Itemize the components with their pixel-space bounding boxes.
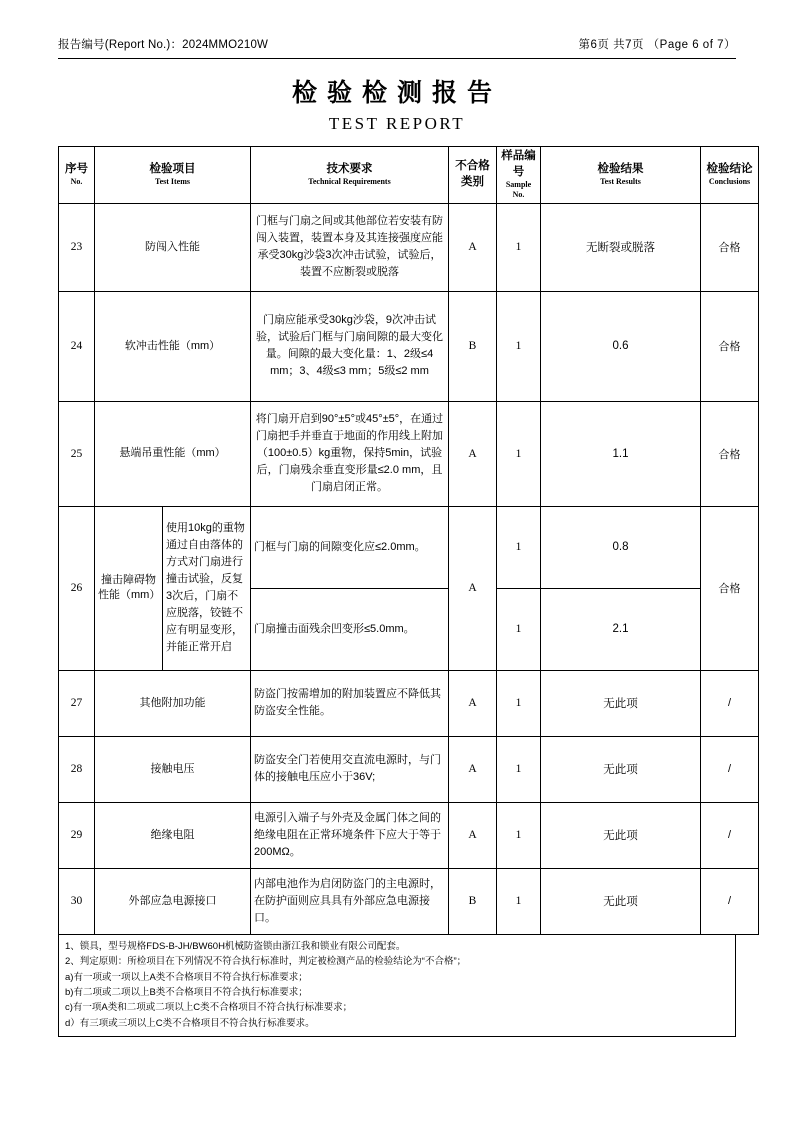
cell-no: 25	[59, 401, 95, 506]
note-line: b)有二项或二项以上B类不合格项目不符合执行标准要求；	[65, 986, 308, 998]
cell-sample: 1	[497, 506, 541, 588]
cell-item: 其他附加功能	[95, 670, 251, 736]
col-header-conclusion: 检验结论 Conclusions	[701, 147, 759, 204]
cell-requirement: 防盗门按需增加的附加装置应不降低其防盗安全性能。	[251, 670, 449, 736]
cell-result: 0.6	[541, 291, 701, 401]
cell-class: B	[449, 868, 497, 934]
cell-result: 无此项	[541, 868, 701, 934]
note-line: c)有一项A类和二项或二项以上C类不合格项目不符合执行标准要求；	[65, 1002, 353, 1014]
notes-block	[58, 935, 736, 1037]
cell-sample: 1	[497, 291, 541, 401]
cell-sample: 1	[497, 670, 541, 736]
note-line: d）有三项或三项以上C类不合格项目不符合执行标准要求。	[65, 1017, 315, 1029]
page-title-cn: 检验检测报告	[291, 78, 502, 107]
cell-sample: 1	[497, 868, 541, 934]
page-indicator: 第6页 共7页 （Page 6 of 7）	[578, 39, 736, 51]
note-line: a)有一项或一项以上A类不合格项目不符合执行标准要求；	[65, 971, 308, 983]
cell-item: 绝缘电阻	[95, 802, 251, 868]
cell-no: 24	[59, 291, 95, 401]
table-row	[59, 802, 759, 868]
test-results-table	[58, 146, 759, 935]
page-title-en: TEST REPORT	[328, 114, 466, 133]
cell-sample: 1	[497, 203, 541, 291]
cell-requirement: 内部电池作为启闭防盗门的主电源时，在防护面则应具具有外部应急电源接口。	[251, 868, 449, 934]
cell-requirement: 将门扇开启到90°±5°或45°±5°，在通过门扇把手并垂直于地面的作用线上附加（100±0.5）kg重物，保持5min，试验后，门扇残余垂直变形量≤2.0 mm，且门扇启闭正常。	[251, 401, 449, 506]
cell-requirement-sub: 门扇撞击面残余凹变形≤5.0mm。	[251, 588, 449, 670]
cell-sample: 1	[497, 736, 541, 802]
cell-result: 无此项	[541, 670, 701, 736]
col-header-no: 序号 No.	[59, 147, 95, 204]
table-row	[59, 291, 759, 401]
cell-requirement: 门框与门扇之间或其他部位若安装有防闯入装置，装置本身及其连接强度应能承受30kg沙袋3次冲击试验，试验后，装置不应断裂或脱落	[251, 203, 449, 291]
cell-item: 接触电压	[95, 736, 251, 802]
cell-no: 29	[59, 802, 95, 868]
cell-class: A	[449, 401, 497, 506]
cell-result: 2.1	[541, 588, 701, 670]
cell-result: 无此项	[541, 802, 701, 868]
cell-sample: 1	[497, 588, 541, 670]
note-line: 2、判定原则：所检项目在下列情况不符合执行标准时，判定被检测产品的检验结论为“不合格”；	[65, 956, 467, 968]
cell-requirement: 电源引入端子与外壳及金属门体之间的绝缘电阻在正常环境条件下应大于等于200MΩ。	[251, 802, 449, 868]
col-header-sample: 样品编号 Sample No.	[497, 147, 541, 204]
cell-conclusion: /	[701, 670, 759, 736]
cell-conclusion: /	[701, 868, 759, 934]
cell-no: 27	[59, 670, 95, 736]
cell-class: A	[449, 203, 497, 291]
cell-no: 26	[59, 506, 95, 670]
cell-item: 外部应急电源接口	[95, 868, 251, 934]
cell-sample: 1	[497, 401, 541, 506]
cell-class: A	[449, 802, 497, 868]
cell-requirement-main: 使用10kg的重物通过自由落体的方式对门扇进行撞击试验，反复3次后，门扇不应脱落，铰链不应有明显变形，并能正常开启	[163, 506, 251, 670]
cell-result: 0.8	[541, 506, 701, 588]
cell-sample: 1	[497, 802, 541, 868]
col-header-result: 检验结果 Test Results	[541, 147, 701, 204]
note-line: 1、锁具，型号规格FDS-B-JH/BW60H机械防盗锁由浙江我和锁业有限公司配套。	[65, 940, 406, 952]
cell-conclusion: 合格	[701, 401, 759, 506]
cell-item: 软冲击性能（mm）	[95, 291, 251, 401]
cell-class: B	[449, 291, 497, 401]
cell-conclusion: /	[701, 736, 759, 802]
cell-no: 28	[59, 736, 95, 802]
col-header-item: 检验项目 Test Items	[95, 147, 251, 204]
cell-requirement: 门扇应能承受30kg沙袋，9次冲击试验，试验后门框与门扇间隙的最大变化量。间隙的最大变化量：1、2级≤4 mm；3、4级≤3 mm；5级≤2 mm	[251, 291, 449, 401]
table-row	[59, 401, 759, 506]
cell-conclusion: 合格	[701, 506, 759, 670]
cell-class: A	[449, 736, 497, 802]
table-row	[59, 736, 759, 802]
table-row	[59, 670, 759, 736]
cell-result: 无此项	[541, 736, 701, 802]
cell-class: A	[449, 506, 497, 670]
cell-conclusion: 合格	[701, 203, 759, 291]
col-header-requirements: 技术要求 Technical Requirements	[251, 147, 449, 204]
cell-no: 30	[59, 868, 95, 934]
table-row	[59, 868, 759, 934]
cell-conclusion: 合格	[701, 291, 759, 401]
cell-item: 悬端吊重性能（mm）	[95, 401, 251, 506]
cell-result: 无断裂或脱落	[541, 203, 701, 291]
cell-no: 23	[59, 203, 95, 291]
table-row	[59, 203, 759, 291]
table-header-row	[59, 147, 759, 204]
page-header	[58, 36, 736, 58]
table-row	[59, 506, 759, 588]
report-number: 报告编号(Report No.)：2024MMO210W	[58, 39, 269, 51]
cell-item: 撞击障碍物性能（mm）	[95, 506, 163, 670]
cell-class: A	[449, 670, 497, 736]
cell-item: 防闯入性能	[95, 203, 251, 291]
cell-result: 1.1	[541, 401, 701, 506]
col-header-class: 不合格类别	[449, 147, 497, 204]
cell-requirement: 防盗安全门若使用交直流电源时，与门体的接触电压应小于36V;	[251, 736, 449, 802]
cell-requirement-sub: 门框与门扇的间隙变化应≤2.0mm。	[251, 506, 449, 588]
header-divider	[58, 58, 736, 59]
cell-conclusion: /	[701, 802, 759, 868]
